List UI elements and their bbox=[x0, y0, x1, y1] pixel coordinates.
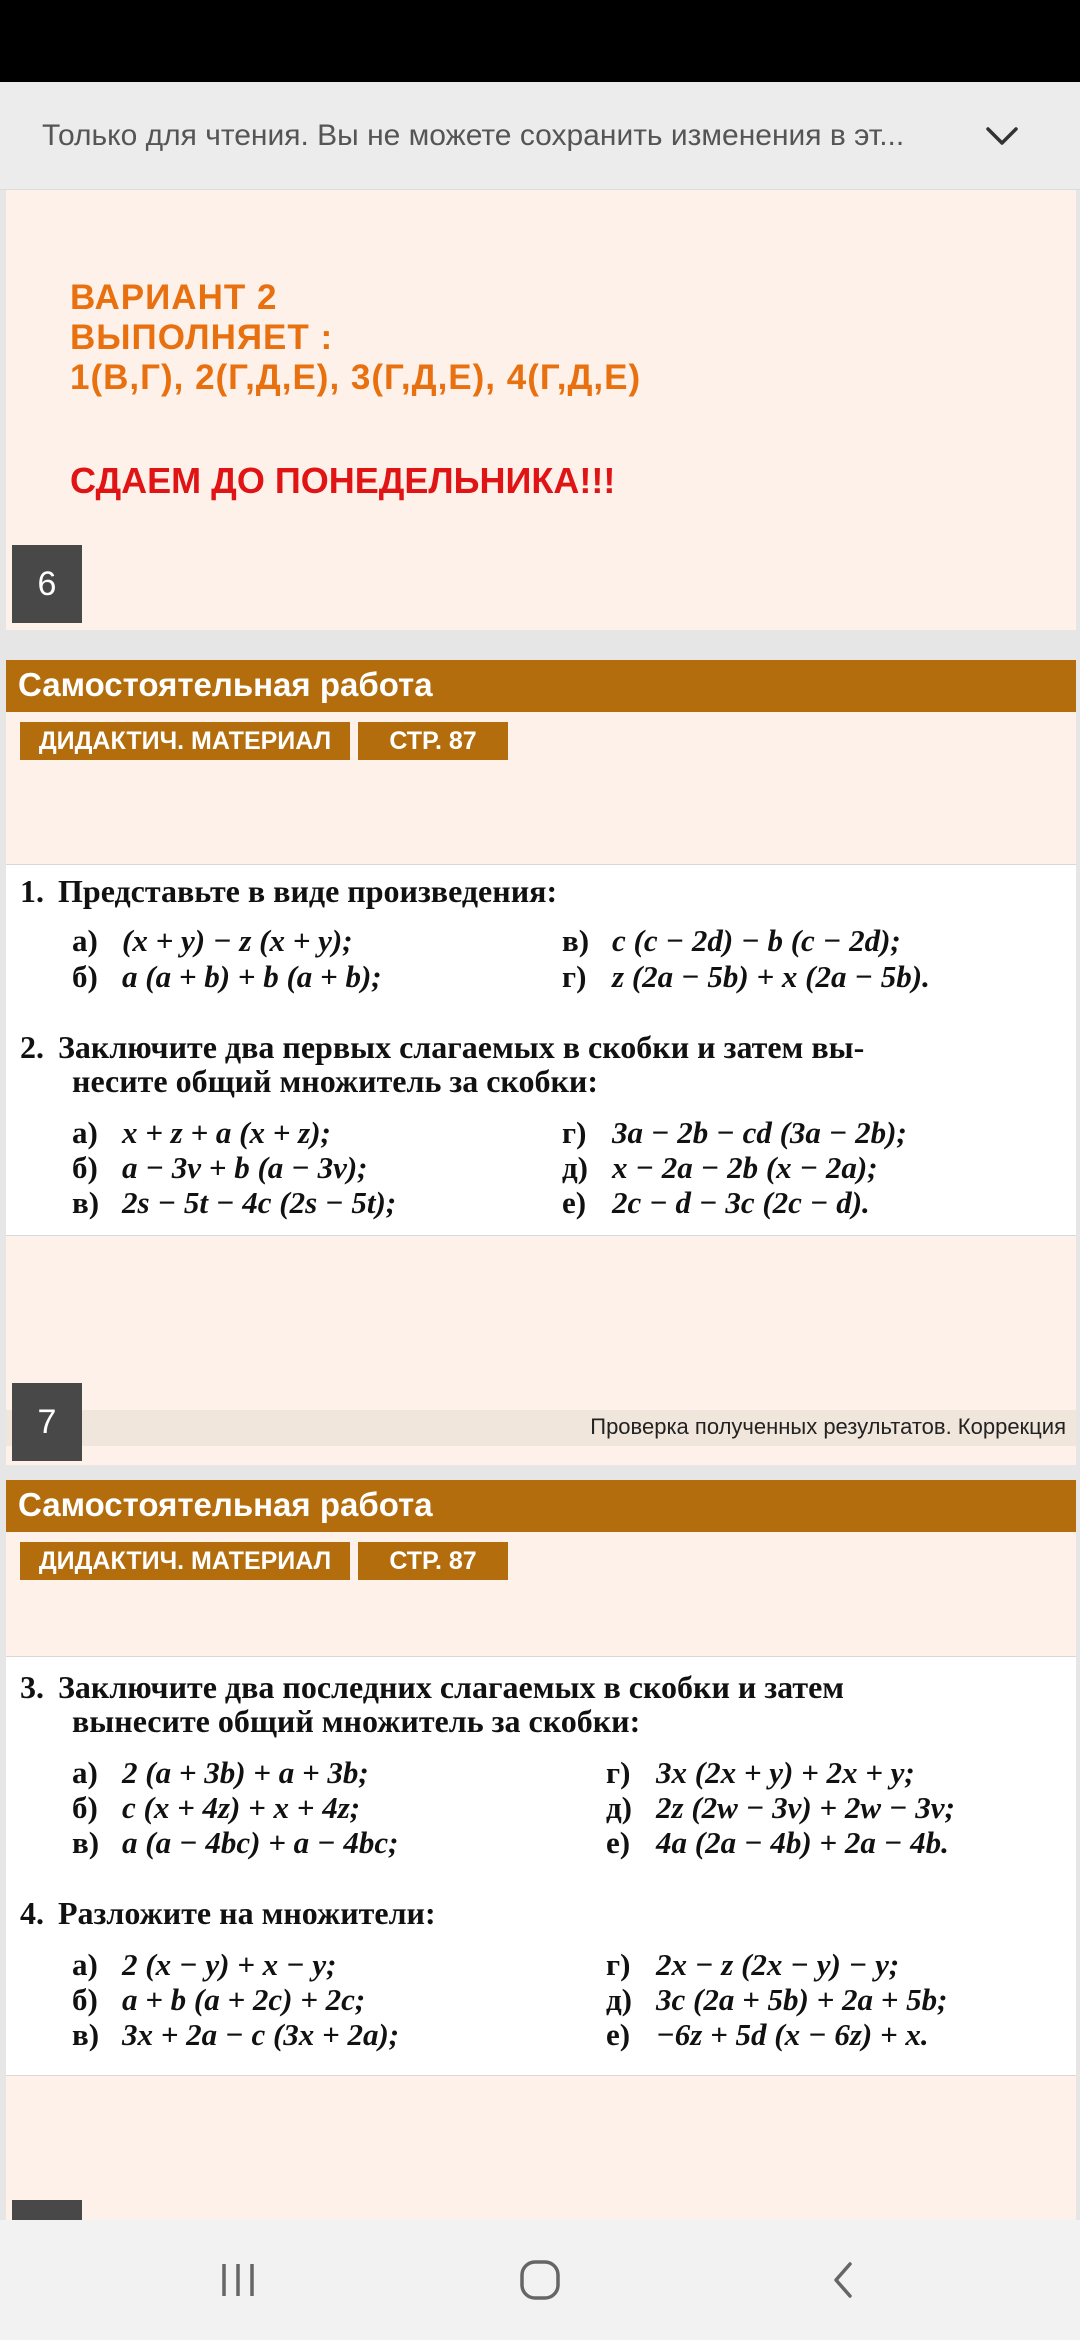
task-3-item: а) 2 (a + 3b) + a + 3b; bbox=[72, 1755, 369, 1790]
source-tag: ДИДАКТИЧ. МАТЕРИАЛ bbox=[20, 722, 350, 760]
deadline-text: СДАЕМ ДО ПОНЕДЕЛЬНИКА!!! bbox=[70, 460, 616, 501]
exercise-image bbox=[6, 864, 1076, 1236]
task-2-item: в) 2s − 5t − 4c (2s − 5t); bbox=[72, 1185, 397, 1220]
exercise-image bbox=[6, 1656, 1076, 2076]
task-2-heading-cont: несите общий множитель за скобки: bbox=[72, 1063, 598, 1099]
task-4-item: е) −6z + 5d (x − 6z) + x. bbox=[606, 2017, 929, 2052]
task-2-item: г) 3a − 2b − cd (3a − 2b); bbox=[562, 1115, 907, 1150]
slide-title-bar bbox=[6, 1480, 1076, 1532]
task-4-item: д) 3c (2a + 5b) + 2a + 5b; bbox=[606, 1982, 948, 2017]
task-3-item: е) 4a (2a − 4b) + 2a − 4b. bbox=[606, 1825, 949, 1860]
source-tag: ДИДАКТИЧ. МАТЕРИАЛ bbox=[20, 1542, 350, 1580]
assignment-tasks: 1(В,Г), 2(Г,Д,Е), 3(Г,Д,Е), 4(Г,Д,Е) bbox=[70, 358, 642, 397]
task-4-heading: 4. Разложите на множители: bbox=[20, 1895, 436, 1931]
task-3-heading-cont: вынесите общий множитель за скобки: bbox=[72, 1703, 641, 1739]
task-3-heading: 3. Заключите два последних слагаемых в скобки и затем bbox=[20, 1669, 845, 1705]
back-button[interactable] bbox=[804, 2250, 884, 2310]
task-1-heading: 1. Представьте в виде произведения: bbox=[20, 873, 558, 909]
chevron-down-icon[interactable] bbox=[980, 114, 1024, 158]
read-only-banner[interactable] bbox=[0, 82, 1080, 190]
footer-caption: Проверка полученных результатов. Коррекция bbox=[590, 1414, 1066, 1439]
slide-title: Самостоятельная работа bbox=[18, 1486, 433, 1523]
task-2-item: б) a − 3v + b (a − 3v); bbox=[72, 1150, 368, 1185]
slide-title: Самостоятельная работа bbox=[18, 666, 433, 703]
system-nav-bar bbox=[0, 2220, 1080, 2340]
task-4-item: б) a + b (a + 2c) + 2c; bbox=[72, 1982, 366, 2017]
task-4-item: г) 2x − z (2x − y) − y; bbox=[606, 1947, 900, 1982]
slide-7 bbox=[6, 660, 1076, 1465]
read-only-message: Только для чтения. Вы не можете сохранить изменения в эт... bbox=[42, 118, 905, 152]
task-1-item: а) (x + y) − z (x + y); bbox=[72, 923, 353, 958]
task-1-item: г) z (2a − 5b) + x (2a − 5b). bbox=[562, 959, 930, 994]
slide-8 bbox=[6, 1480, 1076, 2220]
page-tag: СТР. 87 bbox=[358, 722, 508, 760]
status-bar bbox=[0, 0, 1080, 82]
task-2-item: е) 2c − d − 3c (2c − d). bbox=[562, 1185, 870, 1220]
back-icon bbox=[822, 2258, 866, 2302]
task-1-item: б) a (a + b) + b (a + b); bbox=[72, 959, 382, 994]
page-number-badge: 6 bbox=[12, 545, 82, 623]
document-viewer[interactable] bbox=[0, 190, 1080, 2220]
task-2-item: д) x − 2a − 2b (x − 2a); bbox=[562, 1150, 878, 1185]
task-3-item: д) 2z (2w − 3v) + 2w − 3v; bbox=[606, 1790, 955, 1825]
home-button[interactable] bbox=[500, 2250, 580, 2310]
task-1-item: в) c (c − 2d) − b (c − 2d); bbox=[562, 923, 901, 958]
recents-button[interactable] bbox=[198, 2250, 278, 2310]
page-number-badge: 7 bbox=[12, 1383, 82, 1461]
task-4-item: в) 3x + 2a − c (3x + 2a); bbox=[72, 2017, 400, 2052]
variant-heading: ВАРИАНТ 2 bbox=[70, 278, 278, 317]
assignment-heading: ВЫПОЛНЯЕТ : bbox=[70, 318, 334, 357]
recents-icon bbox=[216, 2258, 260, 2302]
task-3-item: б) c (x + 4z) + x + 4z; bbox=[72, 1790, 361, 1825]
task-3-item: в) a (a − 4bc) + a − 4bc; bbox=[72, 1825, 399, 1860]
home-icon bbox=[516, 2256, 564, 2304]
slide-6 bbox=[6, 190, 1076, 630]
task-3-item: г) 3x (2x + y) + 2x + y; bbox=[606, 1755, 915, 1790]
page-number-badge bbox=[12, 2200, 82, 2220]
task-4-item: а) 2 (x − y) + x − y; bbox=[72, 1947, 337, 1982]
page-tag: СТР. 87 bbox=[358, 1542, 508, 1580]
slide-title-bar bbox=[6, 660, 1076, 712]
task-2-item: а) x + z + a (x + z); bbox=[72, 1115, 331, 1150]
slide-footer bbox=[6, 1410, 1076, 1446]
task-2-heading: 2. Заключите два первых слагаемых в скобки и затем вы- bbox=[20, 1029, 865, 1065]
